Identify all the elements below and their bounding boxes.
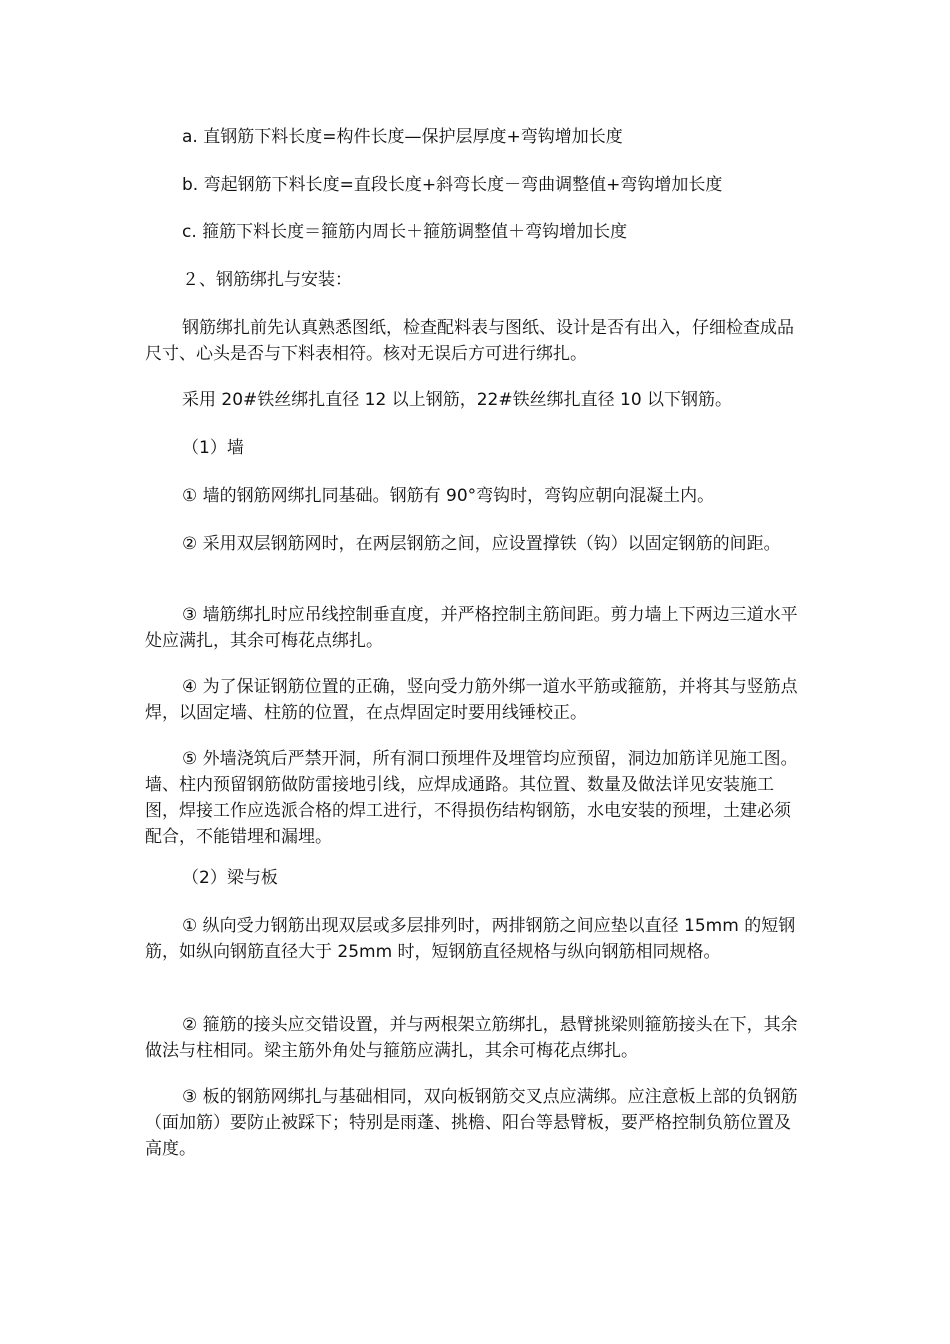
paragraph-straight-bar-length: a. 直钢筋下料长度=构件长度—保护层厚度+弯钩增加长度 xyxy=(182,127,623,147)
list-item-wall-4: ④ 为了保证钢筋位置的正确，竖向受力筋外绑一道水平筋或箍筋，并将其与竖筋点焊，以固定墙、柱筋的位置，在点焊固定时要用线锤校正。 xyxy=(145,677,798,723)
list-item-beam-3: ③ 板的钢筋网绑扎与基础相同，双向板钢筋交叉点应满绑。应注意板上部的负钢筋（面加筋）要防止被踩下；特别是雨蓬、挑檐、阳台等悬臂板，要严格控制负筋位置及高度。 xyxy=(145,1087,798,1159)
list-item-wall-5: ⑤ 外墙浇筑后严禁开洞，所有洞口预埋件及埋管均应预留，洞边加筋详见施工图。墙、柱内预留钢筋做防雷接地引线，应焊成通路。其位置、数量及做法详见安装施工图，焊接工作应选派合格的焊工进行，不得损伤结构钢筋，水电安装的预埋，土建必须配合，不能错埋和漏埋。 xyxy=(145,749,798,847)
list-item-wall-2: ② 采用双层钢筋网时，在两层钢筋之间，应设置撑铁（钩）以固定钢筋的间距。 xyxy=(182,534,781,554)
paragraph-binding-preparation: 钢筋绑扎前先认真熟悉图纸，检查配料表与图纸、设计是否有出入，仔细检查成品尺寸、心头是否与下料表相符。核对无误后方可进行绑扎。 xyxy=(145,318,794,364)
list-item-wall-1: ① 墙的钢筋网绑扎同基础。钢筋有 90°弯钩时，弯钩应朝向混凝土内。 xyxy=(182,486,715,506)
subheading-beam-and-slab: （2）梁与板 xyxy=(182,868,278,888)
list-item-wall-3: ③ 墙筋绑扎时应吊线控制垂直度，并严格控制主筋间距。剪力墙上下两边三道水平处应满扎，其余可梅花点绑扎。 xyxy=(145,605,798,651)
subheading-wall: （1）墙 xyxy=(182,438,244,458)
paragraph-wire-usage: 采用 20#铁丝绑扎直径 12 以上钢筋，22#铁丝绑扎直径 10 以下钢筋。 xyxy=(182,390,733,410)
paragraph-bent-bar-length: b. 弯起钢筋下料长度=直段长度+斜弯长度－弯曲调整值+弯钩增加长度 xyxy=(182,175,723,195)
section-heading-binding-installation: ２、钢筋绑扎与安装： xyxy=(182,270,352,290)
paragraph-stirrup-length: c. 箍筋下料长度＝箍筋内周长＋箍筋调整值＋弯钩增加长度 xyxy=(182,222,628,242)
list-item-beam-2: ② 箍筋的接头应交错设置，并与两根架立筋绑扎，悬臂挑梁则箍筋接头在下，其余做法与柱相同。梁主筋外角处与箍筋应满扎，其余可梅花点绑扎。 xyxy=(145,1015,798,1061)
list-item-beam-1: ① 纵向受力钢筋出现双层或多层排列时，两排钢筋之间应垫以直径 15mm 的短钢筋，如纵向钢筋直径大于 25mm 时，短钢筋直径规格与纵向钢筋相同规格。 xyxy=(145,916,796,962)
